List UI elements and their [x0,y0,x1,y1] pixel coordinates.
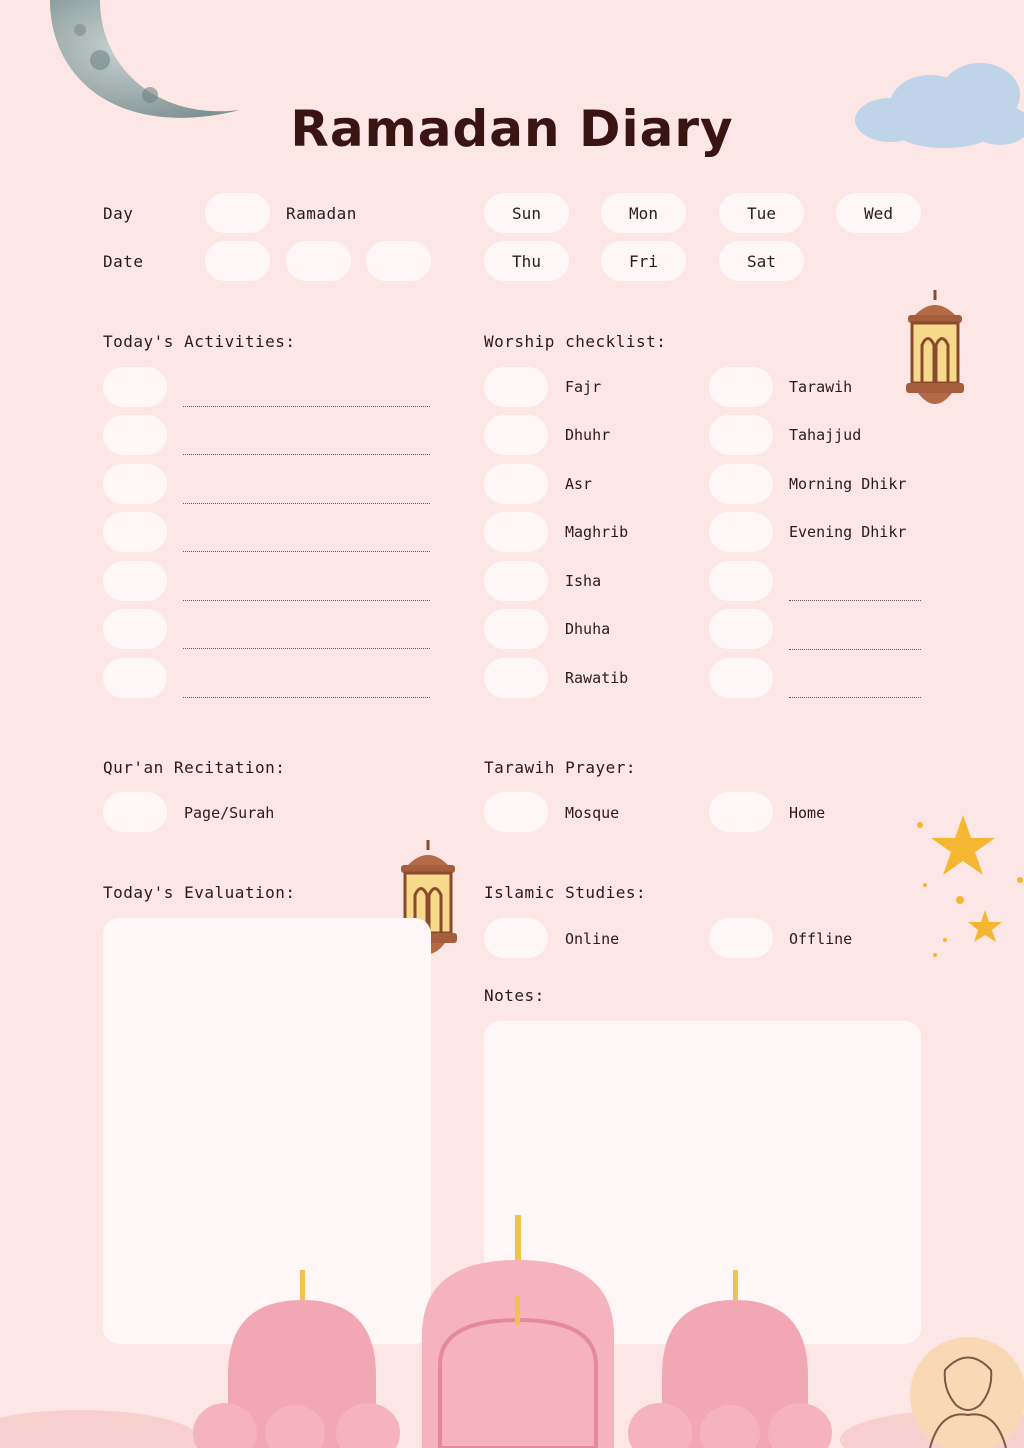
notes-heading: Notes: [484,986,545,1005]
worship-item-label: Evening Dhikr [789,523,907,541]
checkbox-mosque[interactable] [484,792,548,832]
weekday-mon[interactable]: Mon [601,193,686,233]
checkbox-maghrib[interactable] [484,512,548,552]
weekday-sat[interactable]: Sat [719,241,804,281]
activity-checkbox[interactable] [103,464,167,504]
lantern-icon [900,290,970,420]
evaluation-heading: Today's Evaluation: [103,883,296,902]
quran-heading: Qur'an Recitation: [103,758,286,777]
worship-item-label: Dhuhr [565,426,611,444]
activity-line[interactable] [183,551,430,552]
worship-item-label: Isha [565,572,602,590]
checkbox-tahajjud[interactable] [709,415,773,455]
weekday-sun[interactable]: Sun [484,193,569,233]
worship-heading: Worship checklist: [484,332,667,351]
quran-option-label: Page/Surah [184,804,275,822]
studies-option-label: Offline [789,930,853,948]
date-year-input[interactable] [366,241,431,281]
checkbox-online[interactable] [484,918,548,958]
checkbox-dhuhr[interactable] [484,415,548,455]
activities-heading: Today's Activities: [103,332,296,351]
checkbox-rawatib[interactable] [484,658,548,698]
worship-item-label: Tahajjud [789,426,862,444]
day-label: Day [103,204,134,223]
tarawih-option-label: Home [789,804,826,822]
checkbox-asr[interactable] [484,464,548,504]
checkbox-custom[interactable] [709,609,773,649]
weekday-tue[interactable]: Tue [719,193,804,233]
weekday-fri[interactable]: Fri [601,241,686,281]
ramadan-label: Ramadan [286,204,357,223]
studies-option-label: Online [565,930,620,948]
worship-item-label: Morning Dhikr [789,475,907,493]
tarawih-option-label: Mosque [565,804,620,822]
worship-item-label: Asr [565,475,593,493]
custom-item-line[interactable] [789,600,921,601]
date-day-input[interactable] [205,241,270,281]
activity-checkbox[interactable] [103,561,167,601]
tarawih-heading: Tarawih Prayer: [484,758,636,777]
checkbox-morning-dhikr[interactable] [709,464,773,504]
activity-checkbox[interactable] [103,658,167,698]
activity-line[interactable] [183,454,430,455]
checkbox-offline[interactable] [709,918,773,958]
checkbox-isha[interactable] [484,561,548,601]
activity-checkbox[interactable] [103,415,167,455]
weekday-wed[interactable]: Wed [836,193,921,233]
checkbox-custom[interactable] [709,658,773,698]
date-label: Date [103,252,144,271]
day-input[interactable] [205,193,270,233]
activity-line[interactable] [183,648,430,649]
worship-item-label: Tarawih [789,378,853,396]
activity-line[interactable] [183,697,430,698]
worship-item-label: Dhuha [565,620,611,638]
stars-icon [905,810,1024,970]
activity-checkbox[interactable] [103,512,167,552]
worship-item-label: Rawatib [565,669,629,687]
studies-heading: Islamic Studies: [484,883,647,902]
activity-line[interactable] [183,600,430,601]
page-title: Ramadan Diary [290,100,734,158]
quran-page-input[interactable] [103,792,167,832]
activity-line[interactable] [183,503,430,504]
custom-item-line[interactable] [789,649,921,650]
checkbox-tarawih[interactable] [709,367,773,407]
mosque-icon [0,1205,1024,1448]
activity-line[interactable] [183,406,430,407]
checkbox-dhuha[interactable] [484,609,548,649]
checkbox-evening-dhikr[interactable] [709,512,773,552]
worship-item-label: Fajr [565,378,602,396]
date-month-input[interactable] [286,241,351,281]
checkbox-custom[interactable] [709,561,773,601]
activity-checkbox[interactable] [103,609,167,649]
activity-checkbox[interactable] [103,367,167,407]
worship-item-label: Maghrib [565,523,629,541]
checkbox-fajr[interactable] [484,367,548,407]
weekday-thu[interactable]: Thu [484,241,569,281]
custom-item-line[interactable] [789,697,921,698]
checkbox-home[interactable] [709,792,773,832]
